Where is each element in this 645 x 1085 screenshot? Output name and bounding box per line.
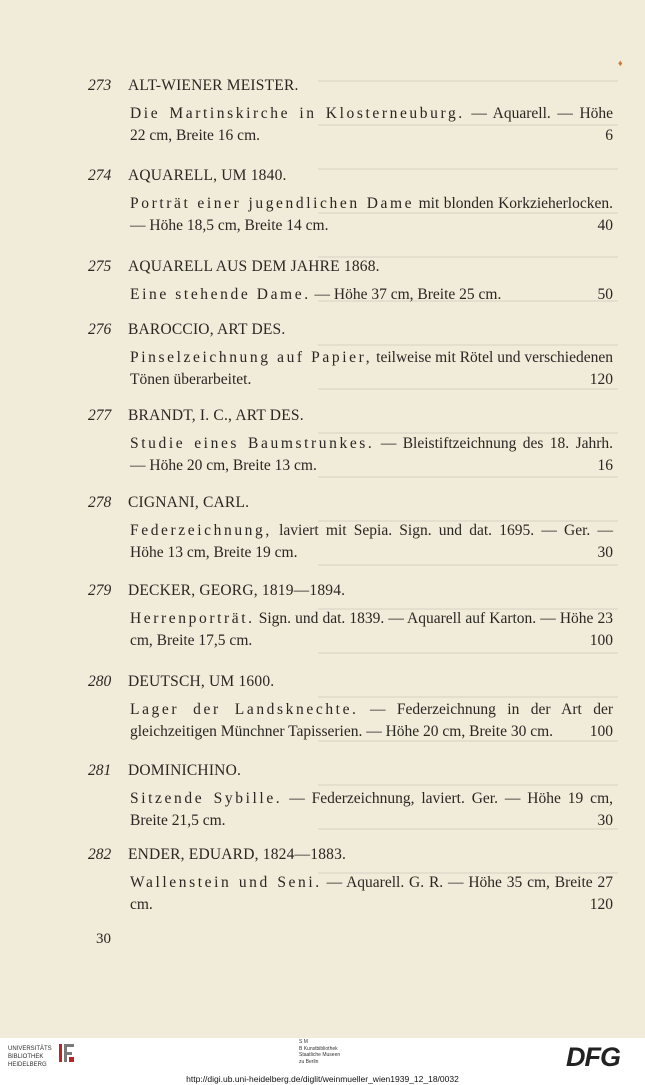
- entry-text: mit blonden Korkzieherlocken. — Höhe 18,5 cm, Breite 14 cm.: [130, 195, 613, 234]
- catalogue-entry: [88, 165, 613, 237]
- entry-artist: DOMINICHINO.: [128, 762, 242, 779]
- entry-artist: DEUTSCH, UM 1600.: [128, 673, 275, 690]
- entry-description: [130, 520, 613, 564]
- catalogue-entry: [88, 256, 613, 306]
- entry-title: Sitzende Sybille.: [130, 790, 283, 807]
- entry-number: 273: [88, 77, 112, 94]
- entry-text: — Federzeichnung in der Art der gleichzeitigen Münchner Tapisserien. — Höhe 20 cm, Breite 30 cm.: [130, 701, 613, 740]
- catalogue-entry: [88, 844, 613, 916]
- logo-line: BIBLIOTHEK: [8, 1054, 44, 1060]
- university-library-logo-text: [8, 1045, 52, 1069]
- logo-line: UNIVERSITÄTS: [8, 1046, 52, 1052]
- entry-number: 275: [88, 258, 112, 275]
- entry-price: 6: [605, 127, 613, 144]
- catalogue-entry: [88, 671, 613, 743]
- entry-title: Porträt einer jugendlichen Dame: [130, 195, 415, 212]
- catalogue-entry: [88, 319, 613, 391]
- entry-price: 50: [597, 286, 613, 303]
- entry-number: 276: [88, 321, 112, 338]
- entry-price: 30: [597, 544, 613, 561]
- entry-number: 282: [88, 846, 112, 863]
- entry-artist: CIGNANI, CARL.: [128, 494, 250, 511]
- entry-artist: DECKER, GEORG, 1819—1894.: [128, 582, 346, 599]
- entry-artist: BRANDT, I. C., ART DES.: [128, 407, 304, 424]
- entry-description: [130, 284, 613, 306]
- entry-header: [88, 405, 613, 427]
- entry-description: [130, 608, 613, 652]
- dfg-logo: DFG: [566, 1042, 620, 1072]
- entry-text: Sign. und dat. 1839. — Aquarell auf Karton. — Höhe 23 cm, Breite 17,5 cm.: [130, 610, 614, 649]
- entry-text: — Bleistiftzeichnung des 18. Jahrh. — Höhe 20 cm, Breite 13 cm.: [130, 435, 614, 474]
- entry-title: Pinselzeichnung auf Papier,: [130, 349, 373, 366]
- entry-price: 40: [597, 217, 613, 234]
- entry-description: [130, 699, 613, 743]
- stamp-line: Staatliche Museen: [299, 1052, 341, 1058]
- entry-header: [88, 492, 613, 514]
- entry-text: — Aquarell. G. R. — Höhe 35 cm, Breite 27 cm.: [130, 874, 613, 913]
- entry-number: 274: [88, 167, 112, 184]
- entry-artist: AQUARELL AUS DEM JAHRE 1868.: [128, 258, 380, 275]
- entry-text: — Federzeichnung, laviert. Ger. — Höhe 19 cm, Breite 21,5 cm.: [130, 790, 613, 829]
- entry-text: — Höhe 37 cm, Breite 25 cm.: [314, 286, 502, 303]
- source-url[interactable]: http://digi.ub.uni-heidelberg.de/diglit/weinmueller_wien1939_12_18/0032: [186, 1074, 459, 1084]
- catalogue-entry: [88, 492, 613, 564]
- entry-price: 30: [597, 812, 613, 829]
- entry-number: 281: [88, 762, 112, 779]
- entry-header: [88, 319, 613, 341]
- entry-price: 16: [597, 457, 613, 474]
- catalogue-entry: [88, 580, 613, 652]
- entry-artist: BAROCCIO, ART DES.: [128, 321, 286, 338]
- entry-title: Studie eines Baumstrunkes.: [130, 435, 375, 452]
- heidelberg-library-icon: [58, 1042, 76, 1071]
- entry-description: [130, 103, 613, 147]
- entry-header: [88, 671, 613, 693]
- stamp-line: S M: [299, 1039, 308, 1045]
- entry-price: 120: [589, 896, 613, 913]
- catalogue-entry: [88, 75, 613, 147]
- entry-title: Lager der Landsknechte.: [130, 701, 359, 718]
- entry-text: — Aquarell. — Höhe 22 cm, Breite 16 cm.: [130, 105, 614, 144]
- entry-header: [88, 75, 613, 97]
- kunstbibliothek-stamp: [299, 1039, 340, 1065]
- catalogue-entry: [88, 405, 613, 477]
- entry-header: [88, 256, 613, 278]
- entry-title: Die Martinskirche in Klosterneuburg.: [130, 105, 465, 122]
- stamp-line: zu Berlin: [299, 1058, 319, 1065]
- entry-header: [88, 760, 613, 782]
- page-mark: ♦: [618, 58, 623, 68]
- logo-line: HEIDELBERG: [8, 1062, 47, 1068]
- entry-artist: ALT-WIENER MEISTER.: [128, 77, 299, 94]
- entry-title: Herrenporträt.: [130, 610, 255, 627]
- entry-price: 100: [589, 723, 613, 740]
- catalogue-entry: [88, 760, 613, 832]
- entry-description: [130, 193, 613, 237]
- entry-number: 278: [88, 494, 112, 511]
- entry-header: [88, 165, 613, 187]
- digitization-footer: [0, 1038, 645, 1085]
- entry-title: Wallenstein und Seni.: [130, 874, 322, 891]
- entry-header: [88, 580, 613, 602]
- entry-description: [130, 872, 613, 916]
- entry-title: Federzeichnung,: [130, 522, 272, 539]
- entry-text: laviert mit Sepia. Sign. und dat. 1695. — Ger. — Höhe 13 cm, Breite 19 cm.: [130, 522, 613, 561]
- entry-header: [88, 844, 613, 866]
- entry-number: 280: [88, 673, 112, 690]
- page-number: 30: [96, 931, 111, 947]
- stamp-line: B Kunstbibliothek: [299, 1045, 338, 1052]
- entry-text: teilweise mit Rötel und verschiedenen Tönen überarbeitet.: [130, 349, 614, 388]
- entry-price: 120: [589, 371, 613, 388]
- entry-title: Eine stehende Dame.: [130, 286, 311, 303]
- entry-price: 100: [589, 632, 613, 649]
- entry-description: [130, 433, 613, 477]
- entry-description: [130, 347, 613, 391]
- entry-artist: ENDER, EDUARD, 1824—1883.: [128, 846, 347, 863]
- entry-description: [130, 788, 613, 832]
- entry-number: 279: [88, 582, 112, 599]
- entry-number: 277: [88, 407, 112, 424]
- entry-artist: AQUARELL, UM 1840.: [128, 167, 287, 184]
